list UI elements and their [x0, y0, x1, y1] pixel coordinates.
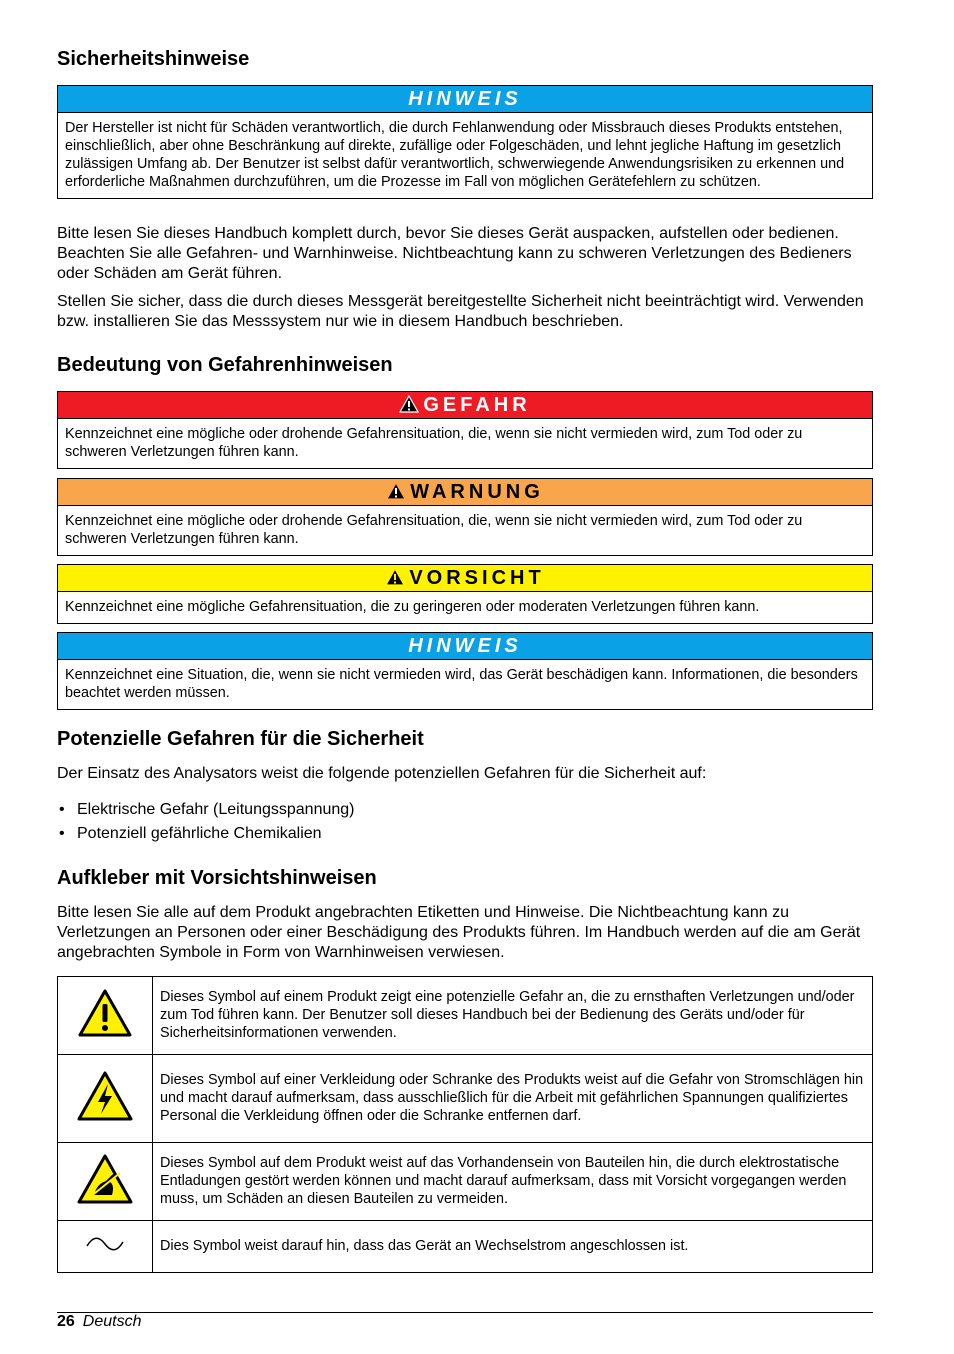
list-item: • Potenziell gefährliche Chemikalien — [57, 822, 355, 846]
caution-text: Kennzeichnet eine mögliche Gefahrensituation, die zu geringeren oder moderaten Verletzungen führen kann. — [65, 599, 760, 615]
table-row — [58, 977, 873, 1055]
symbol-cell — [58, 977, 153, 1055]
danger-label: GEFAHR — [423, 394, 531, 416]
danger-box — [57, 391, 873, 469]
list-item: • Elektrische Gefahr (Leitungsspannung) — [57, 798, 355, 822]
esd-icon — [76, 1153, 134, 1205]
danger-text: Kennzeichnet eine mögliche oder drohende Gefahrensituation, die, wenn sie nicht vermieden wird, zum Tod oder zu schweren Verletzungen führen kann. — [65, 426, 803, 460]
paragraph-hazards-intro: Der Einsatz des Analysators weist die folgende potenziellen Gefahren für die Sicherheit auf: — [57, 765, 707, 782]
warning-triangle-icon — [399, 395, 419, 413]
symbol-description: Dieses Symbol auf einer Verkleidung oder Schranke des Produkts weist auf die Gefahr von Stromschlägen hin und macht darauf aufmerksam, dass ausschließlich für die Arbeit mit gefährlichen Spannungen qualifiziertes Personal die Verkleidung öffnen oder die Schranke entfernen darf. — [153, 1055, 873, 1143]
electric-shock-icon — [76, 1070, 134, 1122]
warning-header — [58, 479, 872, 506]
heading-safety: Sicherheitshinweise — [57, 48, 250, 70]
notice-box-1 — [57, 85, 873, 199]
hazards-list — [57, 798, 355, 846]
symbol-cell — [58, 1221, 153, 1273]
paragraph-ensure-safety: Stellen Sie sicher, dass die durch dieses Messgerät bereitgestellte Sicherheit nicht beeinträchtigt wird. Verwenden bzw. installieren Sie das Messsystem nur wie in diesem Handbuch beschrieben. — [57, 293, 864, 330]
warning-box — [57, 478, 873, 556]
symbol-description: Dies Symbol weist darauf hin, dass das Gerät an Wechselstrom angeschlossen ist. — [153, 1221, 873, 1273]
caution-header — [58, 565, 872, 592]
warning-triangle-icon — [386, 482, 406, 500]
page-footer — [57, 1312, 142, 1332]
caution-box — [57, 564, 873, 624]
caution-label: VORSICHT — [409, 567, 545, 589]
footer-language: Deutsch — [82, 1313, 142, 1330]
paragraph-labels-intro: Bitte lesen Sie alle auf dem Produkt angebrachten Etiketten und Hinweise. Die Nichtbeachtung kann zu Verletzungen an Personen oder einer Beschädigung des Produkts führen. Im Handbuch werden auf die am Gerät angebrachten Symbole in Form von Warnhinweisen verwiesen. — [57, 904, 861, 961]
footer-divider — [57, 1312, 873, 1313]
page-number: 26 — [57, 1313, 75, 1330]
warning-label: WARNUNG — [410, 481, 544, 503]
symbols-table — [57, 976, 873, 1273]
table-row — [58, 1055, 873, 1143]
notice-header: HINWEIS — [58, 633, 872, 660]
heading-potential-hazards: Potenzielle Gefahren für die Sicherheit — [57, 728, 424, 750]
notice-text: Der Hersteller ist nicht für Schäden verantwortlich, die durch Fehlanwendung oder Missbrauch dieses Produkts entstehen, einschließlich, aber ohne Beschränkung auf direkte, zufällige oder Folgeschäden, und lehnt jegliche Haftung im gesetzlich zulässigen Umfang ab. Der Benutzer ist selbst dafür verantwortlich, schwerwiegende Anwendungsrisiken zu erkennen und erforderliche Maßnahmen durchzuführen, um die Prozesse im Fall von möglichen Gerätefehlern zu schützen. — [65, 120, 845, 190]
symbol-cell — [58, 1055, 153, 1143]
paragraph-read-manual: Bitte lesen Sie dieses Handbuch komplett durch, bevor Sie dieses Gerät auspacken, aufstellen oder bedienen. Beachten Sie alle Gefahren- und Warnhinweise. Nichtbeachtung kann zu schweren Verletzungen des Bedieners oder Schäden am Gerät führen. — [57, 225, 852, 282]
notice-header: HINWEIS — [58, 86, 872, 113]
danger-header — [58, 392, 872, 419]
symbol-description: Dieses Symbol auf dem Produkt weist auf das Vorhandensein von Bauteilen hin, die durch elektrostatische Entladungen gestört werden können und macht darauf aufmerksam, dass mit Vorsicht vorgegangen werden muss, um Schäden an diesen Bauteilen zu vermeiden. — [153, 1143, 873, 1221]
symbol-description: Dieses Symbol auf einem Produkt zeigt eine potenzielle Gefahr an, die zu ernsthaften Verletzungen und/oder zum Tod führen kann. Der Benutzer soll dieses Handbuch bei der Bedienung des Geräts und/oder für Sicherheitsinformationen verwenden. — [153, 977, 873, 1055]
notice-box-2 — [57, 632, 873, 710]
table-row — [58, 1221, 873, 1273]
warning-triangle-icon — [385, 568, 405, 586]
table-row — [58, 1143, 873, 1221]
symbol-cell — [58, 1143, 153, 1221]
warning-text: Kennzeichnet eine mögliche oder drohende Gefahrensituation, die, wenn sie nicht vermieden wird, zum Tod oder zu schweren Verletzungen führen kann. — [65, 513, 803, 547]
general-warning-icon — [77, 988, 133, 1038]
notice-text: Kennzeichnet eine Situation, die, wenn sie nicht vermieden wird, das Gerät beschädigen kann. Informationen, die besonders beachtet werden müssen. — [65, 667, 858, 701]
alternating-current-icon — [85, 1236, 125, 1252]
heading-warning-labels: Aufkleber mit Vorsichtshinweisen — [57, 867, 377, 889]
heading-hazard-meaning: Bedeutung von Gefahrenhinweisen — [57, 354, 393, 376]
